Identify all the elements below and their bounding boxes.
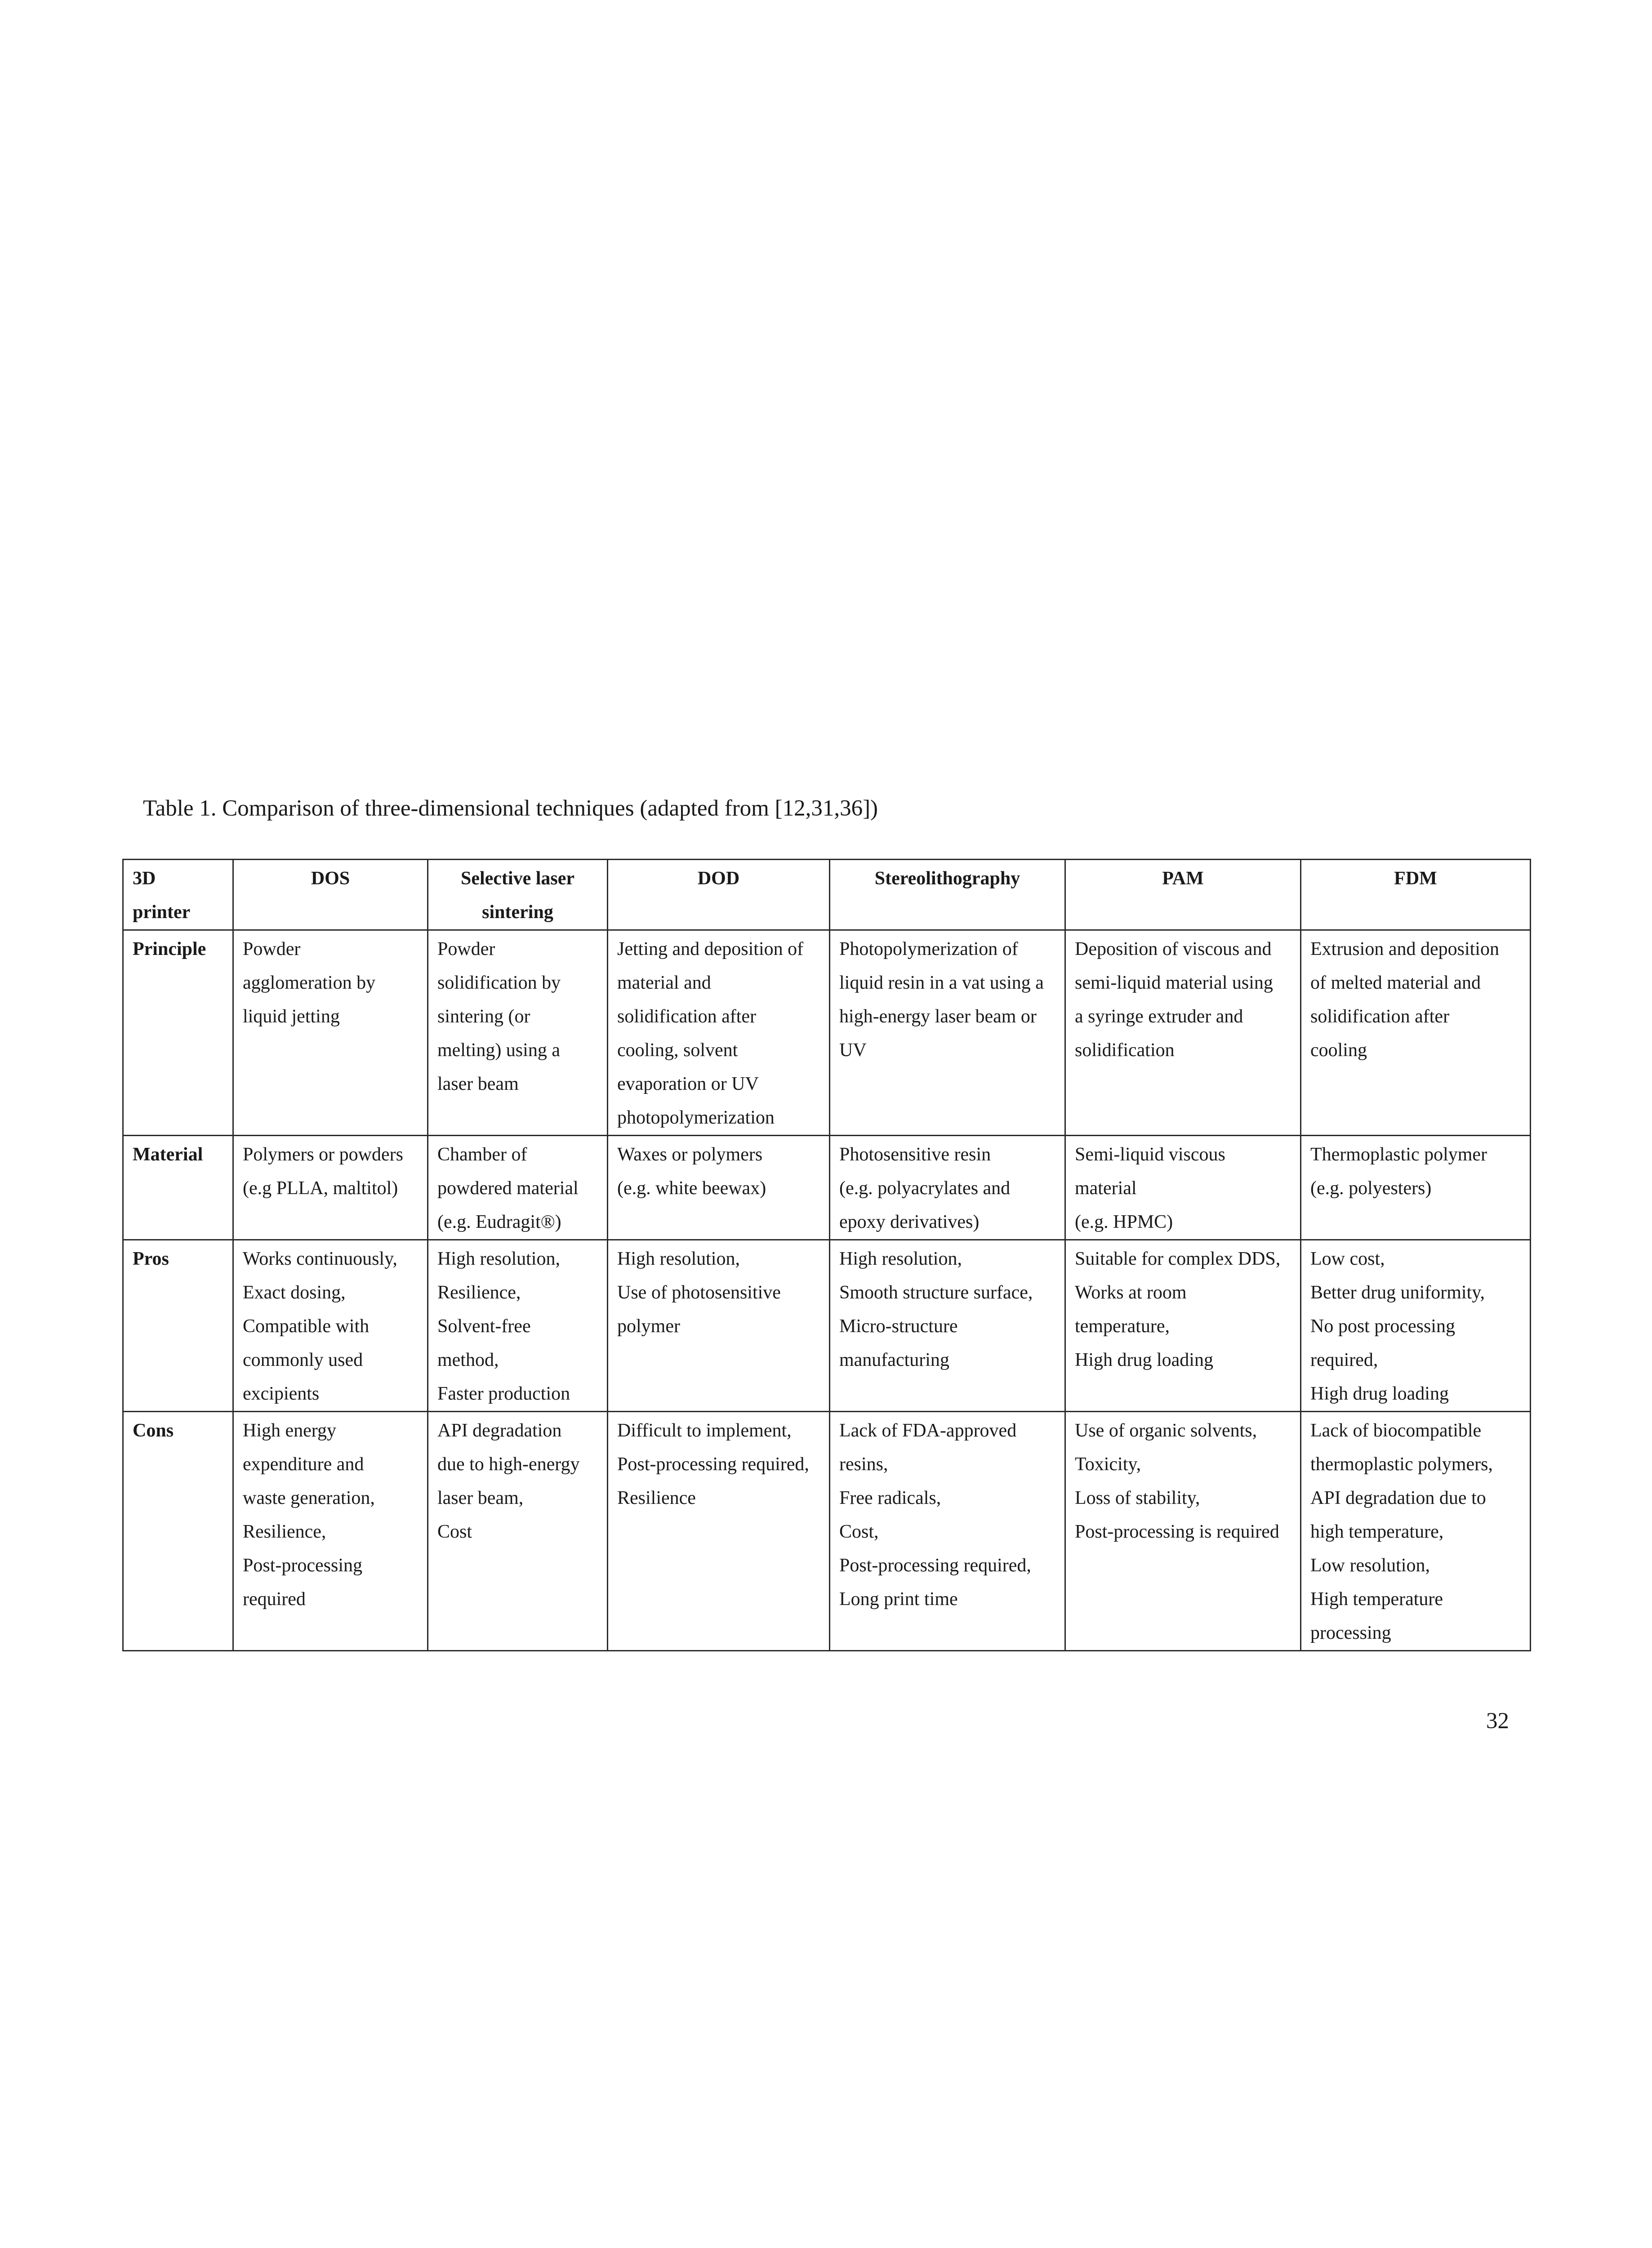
page-number: 32 <box>1486 1708 1509 1734</box>
table-cell: Lack of biocompatible thermoplastic polymers, API degradation due to high temperature, Low resolution, High temperature processing <box>1301 1412 1531 1651</box>
table-cell: Semi-liquid viscous material (e.g. HPMC) <box>1065 1136 1301 1240</box>
table-cell: High energy expenditure and waste generation, Resilience, Post-processing required <box>233 1412 428 1651</box>
table-cell: API degradation due to high-energy laser beam, Cost <box>428 1412 608 1651</box>
table-cell: Polymers or powders (e.g PLLA, maltitol) <box>233 1136 428 1240</box>
table-cell: Use of organic solvents, Toxicity, Loss of stability, Post-processing is required <box>1065 1412 1301 1651</box>
table-cell: High resolution, Use of photosensitive polymer <box>608 1240 830 1412</box>
table-cell: Photosensitive resin (e.g. polyacrylates and epoxy derivatives) <box>830 1136 1065 1240</box>
table-cell: Works continuously, Exact dosing, Compatible with commonly used excipients <box>233 1240 428 1412</box>
table-caption: Table 1. Comparison of three-dimensional techniques (adapted from [12,31,36]) <box>143 796 878 821</box>
table-cell: Photopolymerization of liquid resin in a vat using a high-energy laser beam or UV <box>830 930 1065 1136</box>
comparison-table <box>122 859 1531 1651</box>
row-label-cons: Cons <box>123 1412 233 1651</box>
table-cell: Deposition of viscous and semi-liquid material using a syringe extruder and solidification <box>1065 930 1301 1136</box>
table-cell: High resolution, Smooth structure surface, Micro-structure manufacturing <box>830 1240 1065 1412</box>
table-cell: Low cost, Better drug uniformity, No post processing required, High drug loading <box>1301 1240 1531 1412</box>
header-dos: DOS <box>233 860 428 930</box>
table-row-pros <box>123 1240 1531 1412</box>
table-header-row <box>123 860 1531 930</box>
row-label-material: Material <box>123 1136 233 1240</box>
table-row-principle <box>123 930 1531 1136</box>
table-cell: Thermoplastic polymer (e.g. polyesters) <box>1301 1136 1531 1240</box>
table-cell: Jetting and deposition of material and solidification after cooling, solvent evaporation or UV photopolymerization <box>608 930 830 1136</box>
table-cell: Chamber of powdered material (e.g. Eudragit®) <box>428 1136 608 1240</box>
table-cell: Suitable for complex DDS, Works at room temperature, High drug loading <box>1065 1240 1301 1412</box>
header-fdm: FDM <box>1301 860 1531 930</box>
row-label-pros: Pros <box>123 1240 233 1412</box>
header-corner: 3D printer <box>123 860 233 930</box>
table-cell: Difficult to implement, Post-processing required, Resilience <box>608 1412 830 1651</box>
table-row-cons <box>123 1412 1531 1651</box>
table-cell: Waxes or polymers (e.g. white beewax) <box>608 1136 830 1240</box>
header-sla: Stereolithography <box>830 860 1065 930</box>
header-pam: PAM <box>1065 860 1301 930</box>
table-cell: High resolution, Resilience, Solvent-free method, Faster production <box>428 1240 608 1412</box>
table-cell: Powder solidification by sintering (or melting) using a laser beam <box>428 930 608 1136</box>
header-dod: DOD <box>608 860 830 930</box>
table-cell: Extrusion and deposition of melted material and solidification after cooling <box>1301 930 1531 1136</box>
row-label-principle: Principle <box>123 930 233 1136</box>
table-cell: Powder agglomeration by liquid jetting <box>233 930 428 1136</box>
header-sls: Selective laser sintering <box>428 860 608 930</box>
table-cell: Lack of FDA-approved resins, Free radicals, Cost, Post-processing required, Long print time <box>830 1412 1065 1651</box>
table-row-material <box>123 1136 1531 1240</box>
